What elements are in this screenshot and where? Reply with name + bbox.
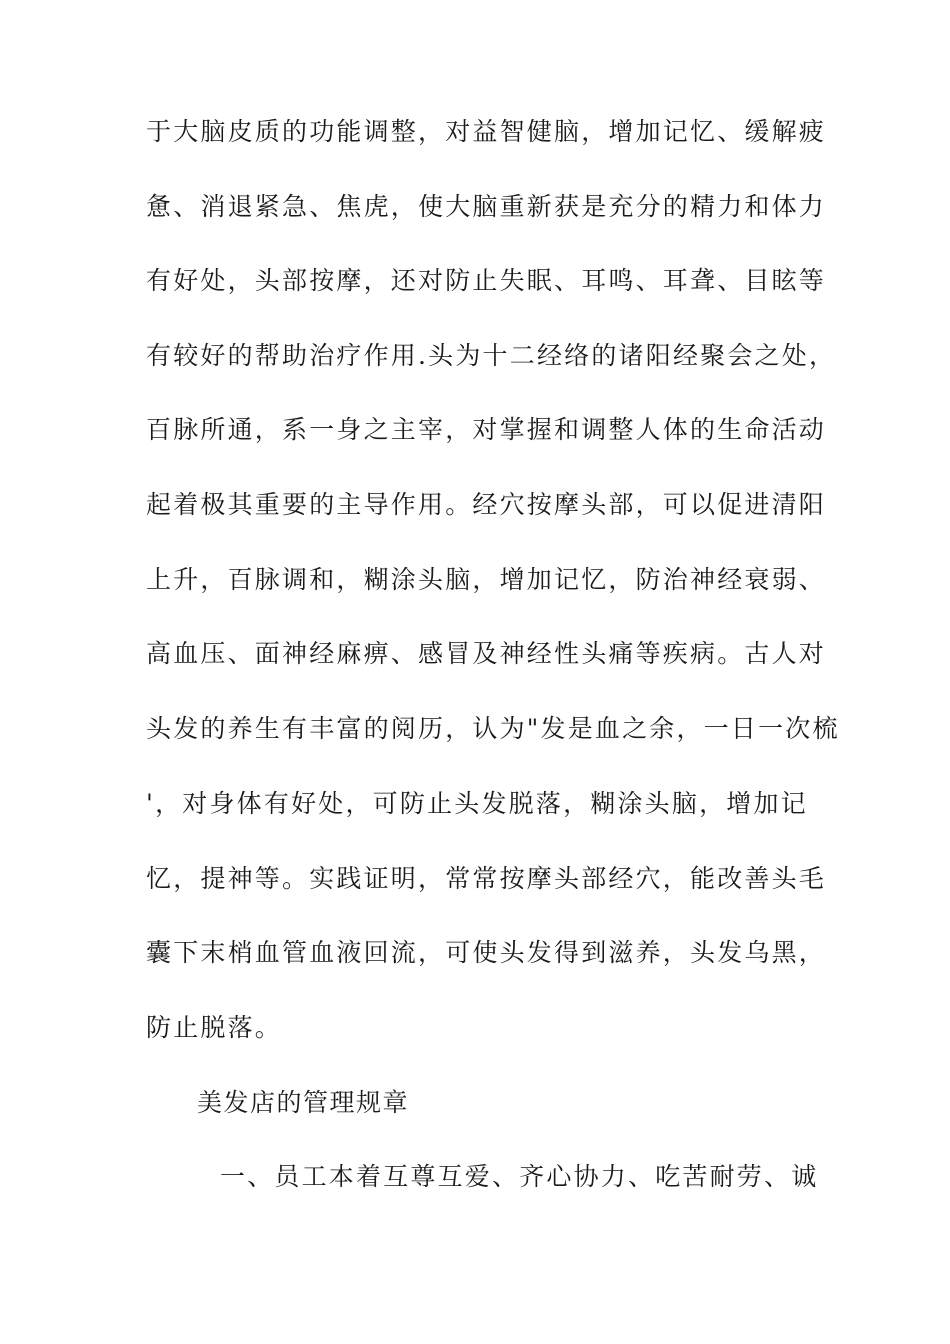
paragraph-line: 有好处，头部按摩，还对防止失眠、耳鸣、耳聋、目眩等: [146, 266, 827, 295]
paragraph-line: 有较好的帮助治疗作用.头为十二经络的诸阳经聚会之处，: [146, 341, 837, 370]
paragraph-line: 头发的养生有丰富的阅历，认为"发是血之余，一日一次梳: [146, 714, 840, 743]
paragraph-line: 于大脑皮质的功能调整，对益智健脑，增加记忆、缓解疲: [146, 117, 827, 146]
paragraph-line: 惫、消退紧急、焦虎，使大脑重新获是充分的精力和体力: [146, 192, 827, 221]
section-heading: 美发店的管理规章: [197, 1088, 410, 1117]
paragraph-line: 囊下末梢血管血液回流，可使头发得到滋养，头发乌黑，: [146, 938, 827, 967]
paragraph-line: 高血压、面神经麻痹、感冒及神经性头痛等疾病。古人对: [146, 639, 827, 668]
list-item: 一、员工本着互尊互爱、齐心协力、吃苦耐劳、诚: [220, 1162, 819, 1191]
paragraph-line: '，对身体有好处，可防止头发脱落，糊涂头脑，增加记: [146, 789, 808, 818]
paragraph-line: 忆，提神等。实践证明，常常按摩头部经穴，能改善头毛: [146, 864, 827, 893]
paragraph-line: 百脉所通，系一身之主宰，对掌握和调整人体的生命活动: [146, 415, 827, 444]
paragraph-line: 上升，百脉调和，糊涂头脑，增加记忆，防治神经衰弱、: [146, 565, 827, 594]
paragraph-line: 防止脱落。: [146, 1013, 283, 1042]
paragraph-line: 起着极其重要的主导作用。经穴按摩头部，可以促进清阳: [146, 490, 827, 519]
